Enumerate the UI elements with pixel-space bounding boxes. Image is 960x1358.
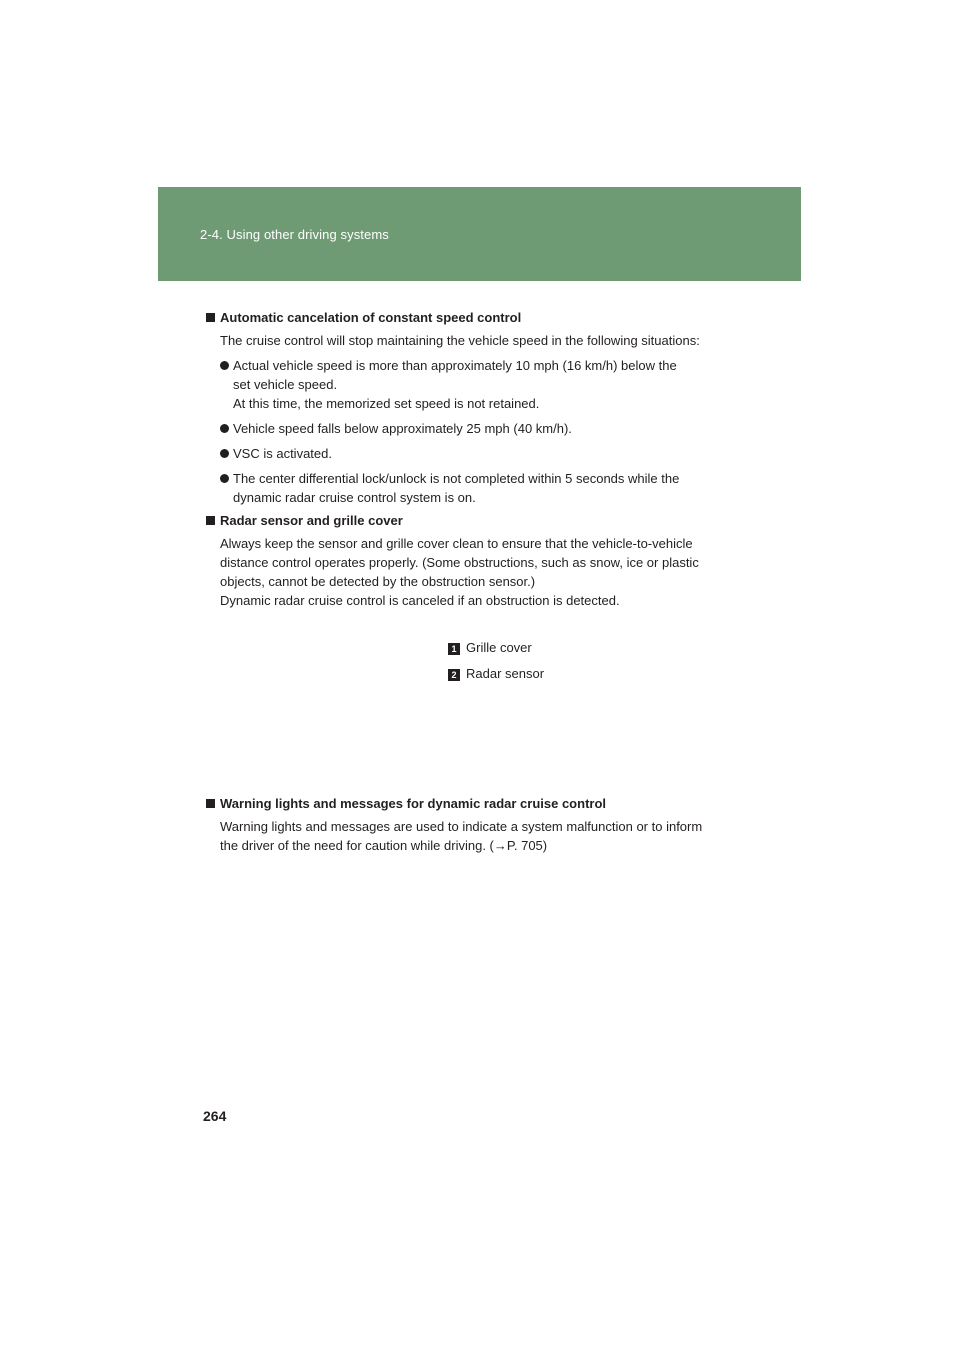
bullet-item-differential-lock xyxy=(220,469,746,507)
page-number: 264 xyxy=(203,1108,227,1124)
paragraph-line: the driver of the need for caution while driving. (→P. 705) xyxy=(220,838,548,853)
bullet-item-speed-falls xyxy=(220,419,746,438)
paragraph-line: Dynamic radar cruise control is canceled if an obstruction is detected. xyxy=(220,593,620,608)
warning-lights-paragraph xyxy=(220,817,746,855)
square-bullet-icon xyxy=(206,799,215,808)
paragraph-line: Warning lights and messages are used to indicate a system malfunction or to inform xyxy=(220,819,703,834)
bullet-item-vsc xyxy=(220,444,746,463)
callout-label: Radar sensor xyxy=(466,666,545,681)
square-bullet-icon xyxy=(206,313,215,322)
callout-number-badge: 1 xyxy=(448,643,460,655)
paragraph-line: Always keep the sensor and grille cover clean to ensure that the vehicle-to-vehicle xyxy=(220,536,693,551)
round-bullet-icon xyxy=(220,424,229,433)
bullet-line: The center differential lock/unlock is not completed within 5 seconds while the xyxy=(233,471,680,486)
paragraph-line: distance control operates properly. (Some obstructions, such as snow, ice or plastic xyxy=(220,555,699,570)
intro-paragraph xyxy=(220,331,746,350)
heading-text: Radar sensor and grille cover xyxy=(220,513,403,528)
callout-label: Grille cover xyxy=(466,640,532,655)
heading-text: Warning lights and messages for dynamic radar cruise control xyxy=(220,796,607,811)
round-bullet-icon xyxy=(220,449,229,458)
section-title: 2-4. Using other driving systems xyxy=(200,227,389,242)
round-bullet-icon xyxy=(220,474,229,483)
bullet-line: Vehicle speed falls below approximately 25 mph (40 km/h). xyxy=(233,421,572,436)
section-heading-radar-sensor xyxy=(206,513,746,528)
bullet-line: dynamic radar cruise control system is on. xyxy=(233,490,476,505)
radar-sensor-paragraph xyxy=(220,534,746,610)
section-heading-cancelation xyxy=(206,310,746,325)
bullet-line: set vehicle speed. xyxy=(233,377,338,392)
heading-text: Automatic cancelation of constant speed control xyxy=(220,310,522,325)
bullet-line: At this time, the memorized set speed is not retained. xyxy=(233,396,540,411)
section-heading-warning-lights xyxy=(206,796,746,811)
square-bullet-icon xyxy=(206,516,215,525)
bullet-item-speed-below-set xyxy=(220,356,746,413)
callout-number-badge: 2 xyxy=(448,669,460,681)
intro-line: The cruise control will stop maintaining the vehicle speed in the following situations: xyxy=(220,333,700,348)
content-lower xyxy=(206,796,746,861)
paragraph-line: objects, cannot be detected by the obstruction sensor.) xyxy=(220,574,536,589)
bullet-line: Actual vehicle speed is more than approximately 10 mph (16 km/h) below the xyxy=(233,358,677,373)
bullet-line: VSC is activated. xyxy=(233,446,332,461)
round-bullet-icon xyxy=(220,361,229,370)
content-upper xyxy=(206,310,746,616)
section-header-band xyxy=(158,187,801,281)
